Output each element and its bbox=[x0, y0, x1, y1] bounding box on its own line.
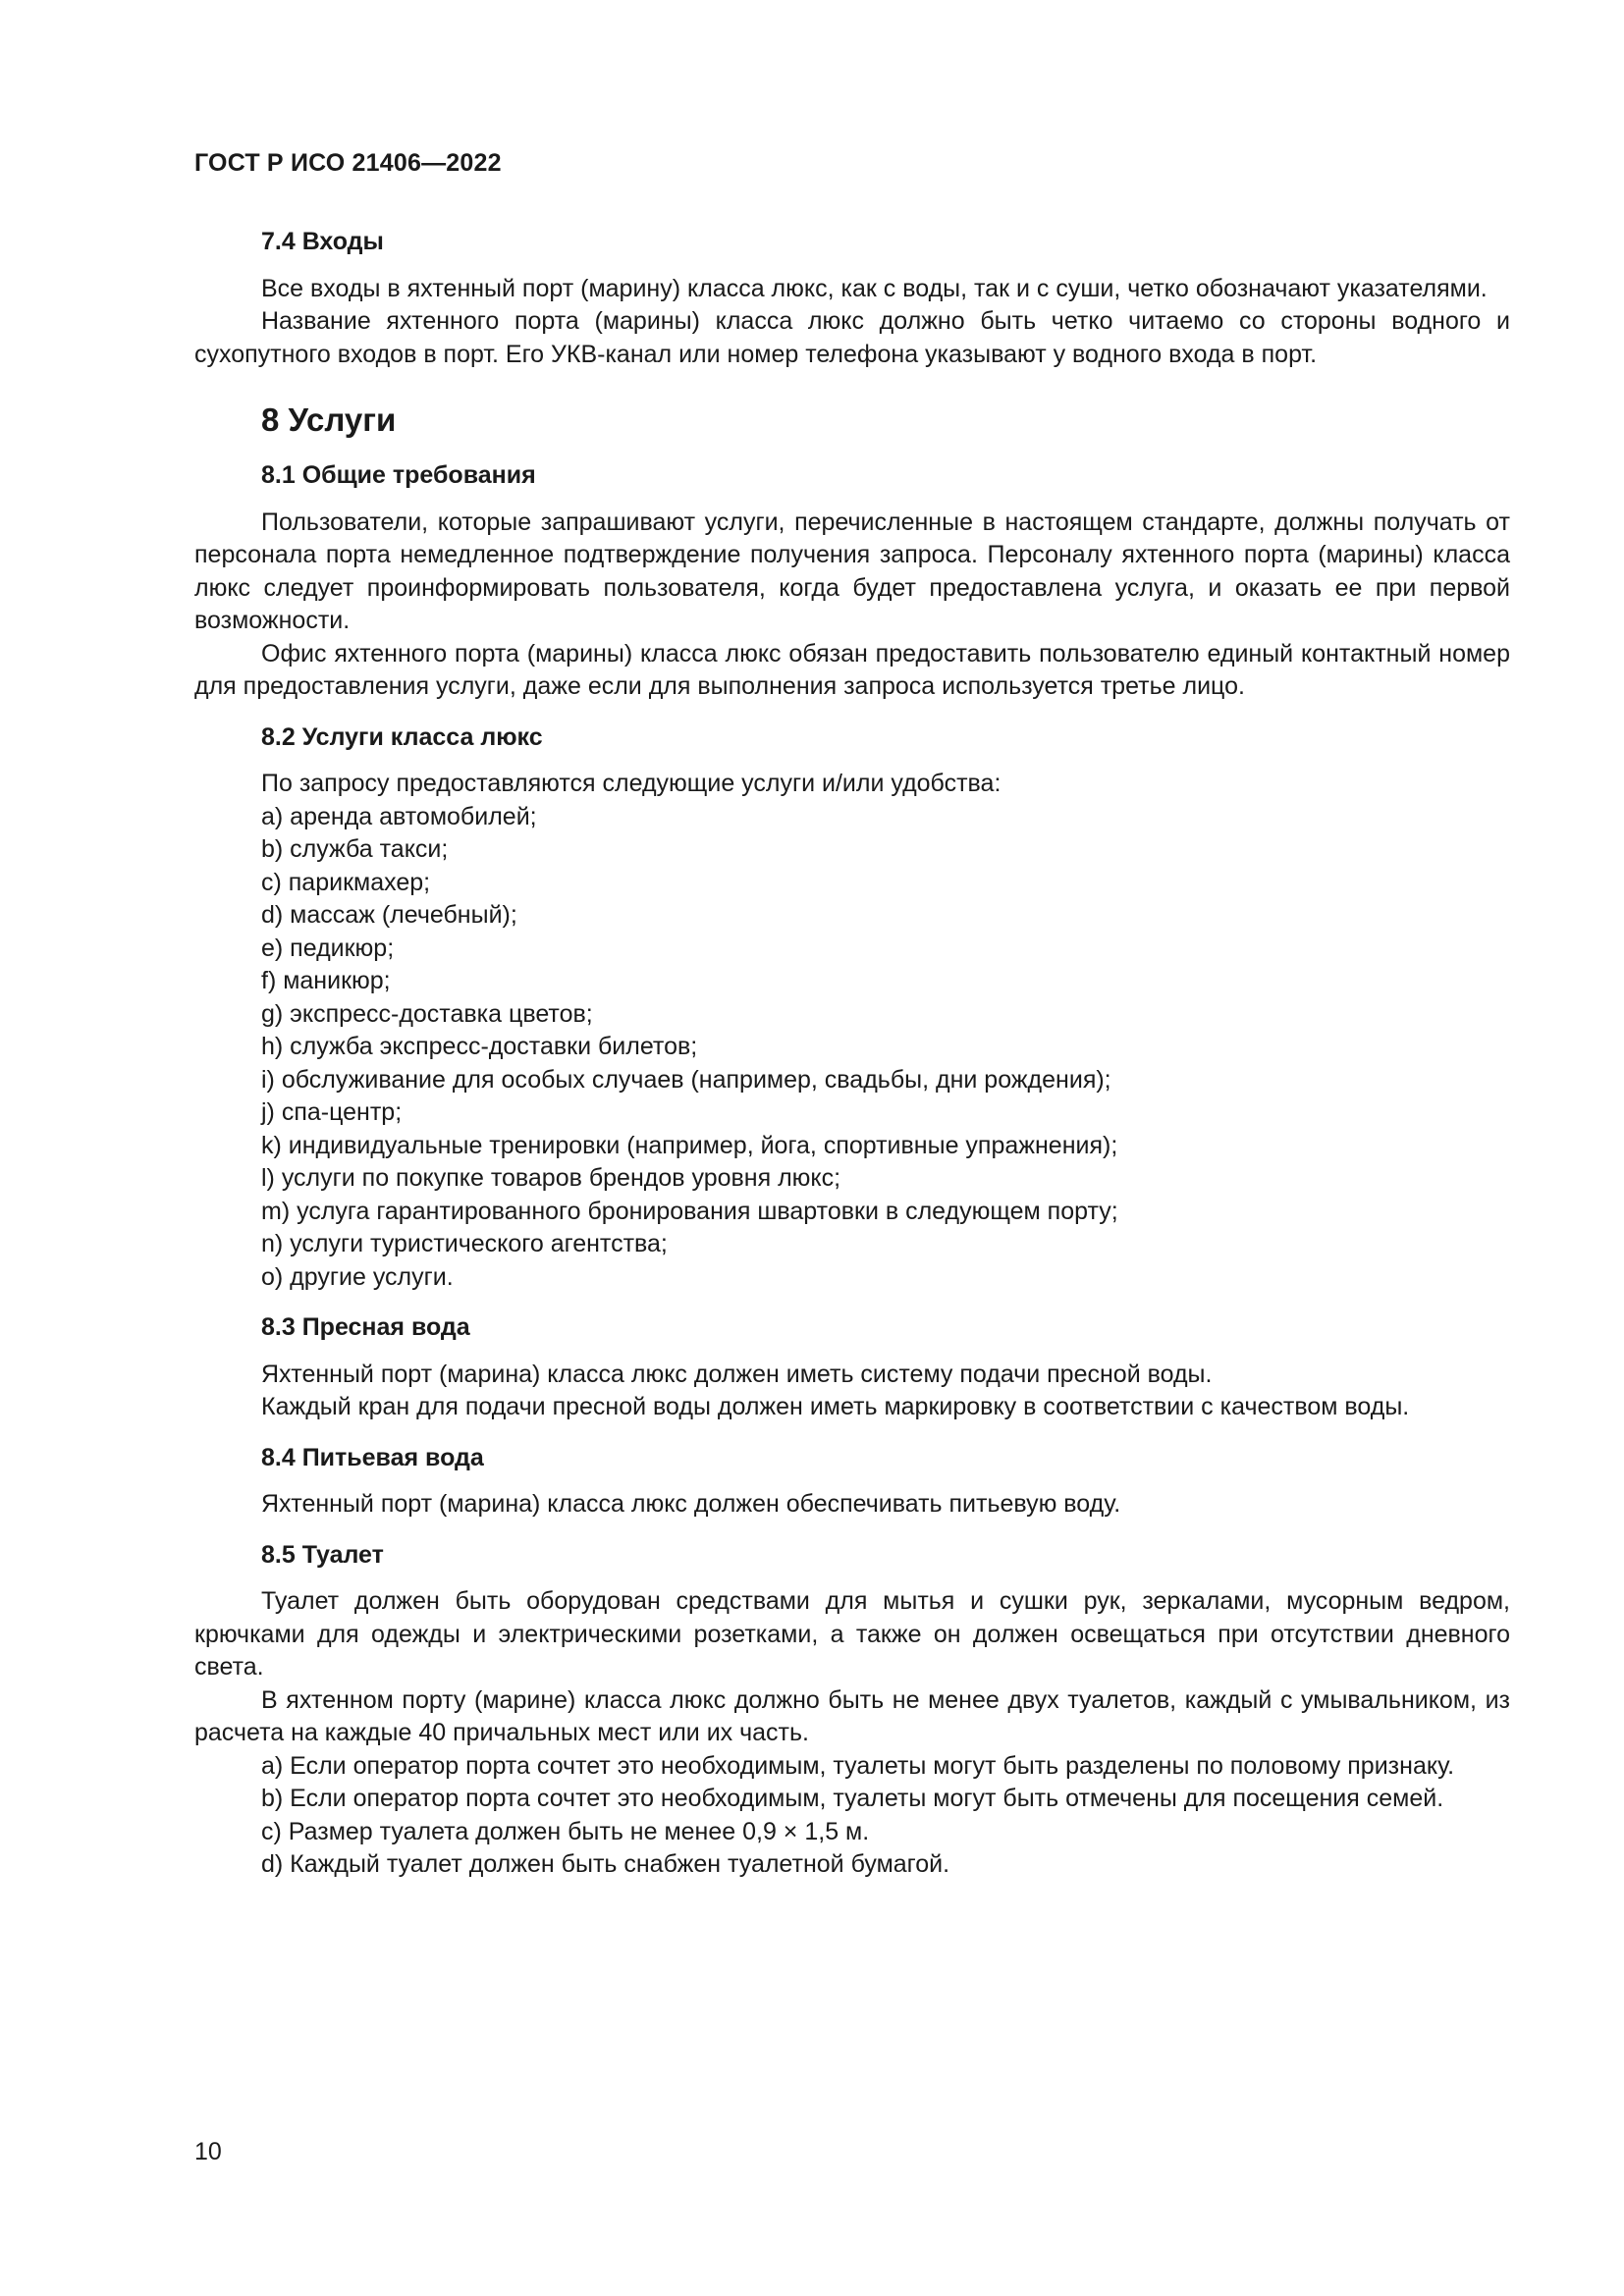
section-8-5-title: 8.5 Туалет bbox=[261, 1540, 384, 1569]
list-item: f) маникюр; bbox=[261, 967, 391, 994]
list-item: k) индивидуальные тренировки (например, йога, спортивные упражнения); bbox=[261, 1131, 1118, 1159]
list-item: l) услуги по покупке товаров брендов уровня люкс; bbox=[261, 1164, 841, 1192]
section-8-1-title: 8.1 Общие требования bbox=[261, 461, 536, 489]
list-item: e) педикюр; bbox=[261, 934, 395, 962]
document-code-header: ГОСТ Р ИСО 21406—2022 bbox=[194, 149, 502, 177]
list-item: i) обслуживание для особых случаев (например, свадьбы, дни рождения); bbox=[261, 1065, 1111, 1094]
paragraph: Офис яхтенного порта (марины) класса люкс обязан предоставить пользователю единый контактный номер для предоставления услуги, даже если для выполнения запроса используется третье лицо. bbox=[194, 639, 1510, 700]
paragraph: Яхтенный порт (марина) класса люкс должен обеспечивать питьевую воду. bbox=[261, 1490, 1121, 1518]
page-number: 10 bbox=[194, 2138, 222, 2165]
section-8-title: 8 Услуги bbox=[261, 401, 397, 438]
paragraph: Название яхтенного порта (марины) класса люкс должно быть четко читаемо со стороны водного и сухопутного входов в порт. Его УКВ-канал или номер телефона указывают у водного входа в порт. bbox=[194, 307, 1510, 368]
paragraph: Яхтенный порт (марина) класса люкс должен иметь систему подачи пресной воды. bbox=[261, 1360, 1213, 1388]
paragraph: Все входы в яхтенный порт (марину) класса люкс, как с воды, так и с суши, четко обозначают указателями. bbox=[261, 274, 1488, 302]
services-list bbox=[194, 801, 1510, 1295]
paragraph: Туалет должен быть оборудован средствами для мытья и сушки рук, зеркалами, мусорным ведром, крючками для одежды и электрическими розетками, а также он должен освещаться при отсутствии дневного света. bbox=[194, 1587, 1510, 1681]
document-body bbox=[194, 226, 1510, 1882]
paragraph: b) Если оператор порта сочтет это необходимым, туалеты могут быть отмечены для посещения семей. bbox=[261, 1785, 1444, 1812]
list-item: d) массаж (лечебный); bbox=[261, 901, 517, 929]
list-intro: По запросу предоставляются следующие услуги и/или удобства: bbox=[261, 770, 1001, 797]
paragraph: a) Если оператор порта сочтет это необходимым, туалеты могут быть разделены по половому признаку. bbox=[261, 1751, 1455, 1780]
paragraph: d) Каждый туалет должен быть снабжен туалетной бумагой. bbox=[261, 1850, 950, 1878]
list-item: n) услуги туристического агентства; bbox=[261, 1230, 668, 1257]
list-item: c) парикмахер; bbox=[261, 868, 431, 896]
section-8-3-title: 8.3 Пресная вода bbox=[261, 1313, 470, 1341]
list-item: o) другие услуги. bbox=[261, 1262, 454, 1291]
paragraph: c) Размер туалета должен быть не менее 0,9 × 1,5 м. bbox=[261, 1817, 870, 1845]
paragraph: Каждый кран для подачи пресной воды должен иметь маркировку в соответствии с качеством воды. bbox=[261, 1393, 1410, 1420]
paragraph: Пользователи, которые запрашивают услуги, перечисленные в настоящем стандарте, должны получать от персонала порта немедленное подтверждение получения запроса. Персоналу яхтенного порта (марины) класса люкс следует проинформировать пользователя, когда будет предоставлена услуга, и оказать ее при первой возможности. bbox=[194, 507, 1510, 634]
list-item: j) спа-центр; bbox=[261, 1098, 403, 1126]
paragraph: В яхтенном порту (марине) класса люкс должно быть не менее двух туалетов, каждый с умывальником, из расчета на каждые 40 причальных мест или их часть. bbox=[194, 1685, 1510, 1746]
list-item: b) служба такси; bbox=[261, 835, 449, 863]
list-item: g) экспресс-доставка цветов; bbox=[261, 999, 593, 1028]
list-item: a) аренда автомобилей; bbox=[261, 802, 537, 830]
section-8-2-title: 8.2 Услуги класса люкс bbox=[261, 722, 543, 751]
section-7-4-title: 7.4 Входы bbox=[261, 228, 384, 255]
section-8-4-title: 8.4 Питьевая вода bbox=[261, 1443, 484, 1471]
list-item: h) служба экспресс-доставки билетов; bbox=[261, 1033, 698, 1060]
list-item: m) услуга гарантированного бронирования швартовки в следующем порту; bbox=[261, 1197, 1118, 1225]
